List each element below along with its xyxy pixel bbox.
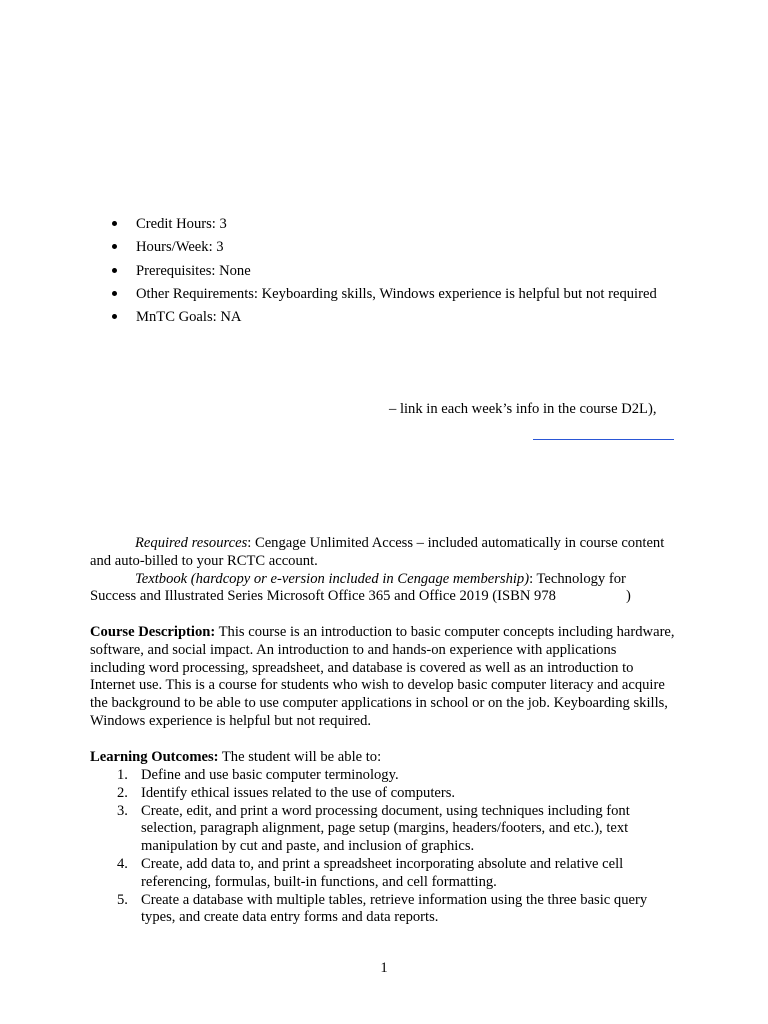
outcome-text: Create, edit, and print a word processing document, using techniques including font selection, paragraph alignment, page setup (margins, headers/footers, and etc.), text manipulation by cut and paste, and inclusion of graphics. <box>141 802 630 855</box>
list-item <box>90 307 657 330</box>
list-item <box>90 767 675 785</box>
list-item <box>90 856 675 892</box>
list-item <box>90 803 675 856</box>
course-description-text: This course is an introduction to basic computer concepts including hardware, software, and social impact. An introduction to and hands-on experience with applications including word processing, spreadsheet, and database is covered as well as an introduction to Internet use. This is a course for students who wish to develop basic computer literacy and acquire the background to be able to use computer applications in school or on the job. Keyboarding skills, Windows experience is helpful but not required. <box>90 624 675 729</box>
learning-outcomes-heading <box>90 749 381 767</box>
credit-hours: Credit Hours: 3 <box>136 216 227 232</box>
outcome-text: Create a database with multiple tables, retrieve information using the three basic query types, and create data entry forms and data reports. <box>141 891 648 926</box>
item-number: 1. <box>117 767 128 783</box>
outcome-text: Identify ethical issues related to the use of computers. <box>141 784 456 801</box>
hours-per-week: Hours/Week: 3 <box>136 239 224 256</box>
item-number: 4. <box>117 855 128 872</box>
page-number: 1 <box>380 960 388 976</box>
list-item <box>90 284 657 307</box>
learning-outcomes-label: Learning Outcomes: <box>90 749 219 765</box>
list-item <box>90 261 657 284</box>
prerequisites: Prerequisites: None <box>136 262 251 279</box>
required-resources-paragraph <box>90 535 675 571</box>
list-item <box>90 785 675 803</box>
textbook-label: Textbook (hardcopy or e-version included in Cengage membership) <box>135 570 530 587</box>
item-number: 2. <box>117 784 128 801</box>
bullet-icon <box>112 314 117 319</box>
textbook-paragraph <box>90 571 675 607</box>
required-resources-label: Required resources <box>135 535 248 551</box>
outcome-text: Create, add data to, and print a spreadsheet incorporating absolute and relative cell referencing, formulas, built-in functions, and cell formatting. <box>141 855 624 890</box>
learning-outcomes-list <box>90 767 675 927</box>
bullet-icon <box>112 221 117 226</box>
other-requirements: Other Requirements: Keyboarding skills, Windows experience is helpful but not required <box>136 285 657 302</box>
required-resources-text: : Cengage Unlimited Access – included automatically in course content and auto-billed to your RCTC account. <box>90 535 665 569</box>
item-number: 3. <box>117 802 128 819</box>
textbook-close: ) <box>625 588 631 605</box>
item-number: 5. <box>117 891 128 908</box>
link-note: – link in each week’s info in the course D2L), <box>389 401 657 417</box>
bullet-icon <box>112 268 117 273</box>
outcome-text: Define and use basic computer terminology. <box>141 767 399 783</box>
list-item <box>90 214 657 237</box>
hyperlink-underline[interactable] <box>533 439 674 440</box>
course-description-label: Course Description: <box>90 624 216 640</box>
bullet-icon <box>112 244 117 249</box>
bullet-icon <box>112 291 117 296</box>
course-info-list <box>90 214 657 330</box>
learning-outcomes-intro: The student will be able to: <box>218 749 382 765</box>
mntc-goals: MnTC Goals: NA <box>136 309 242 326</box>
textbook-text: : Technology for Success and Illustrated Series Microsoft Office 365 and Office 2019 (ISBN 978 <box>90 570 626 605</box>
list-item <box>90 892 675 928</box>
course-description <box>90 624 675 731</box>
resources-section <box>90 535 675 606</box>
list-item <box>90 237 657 260</box>
